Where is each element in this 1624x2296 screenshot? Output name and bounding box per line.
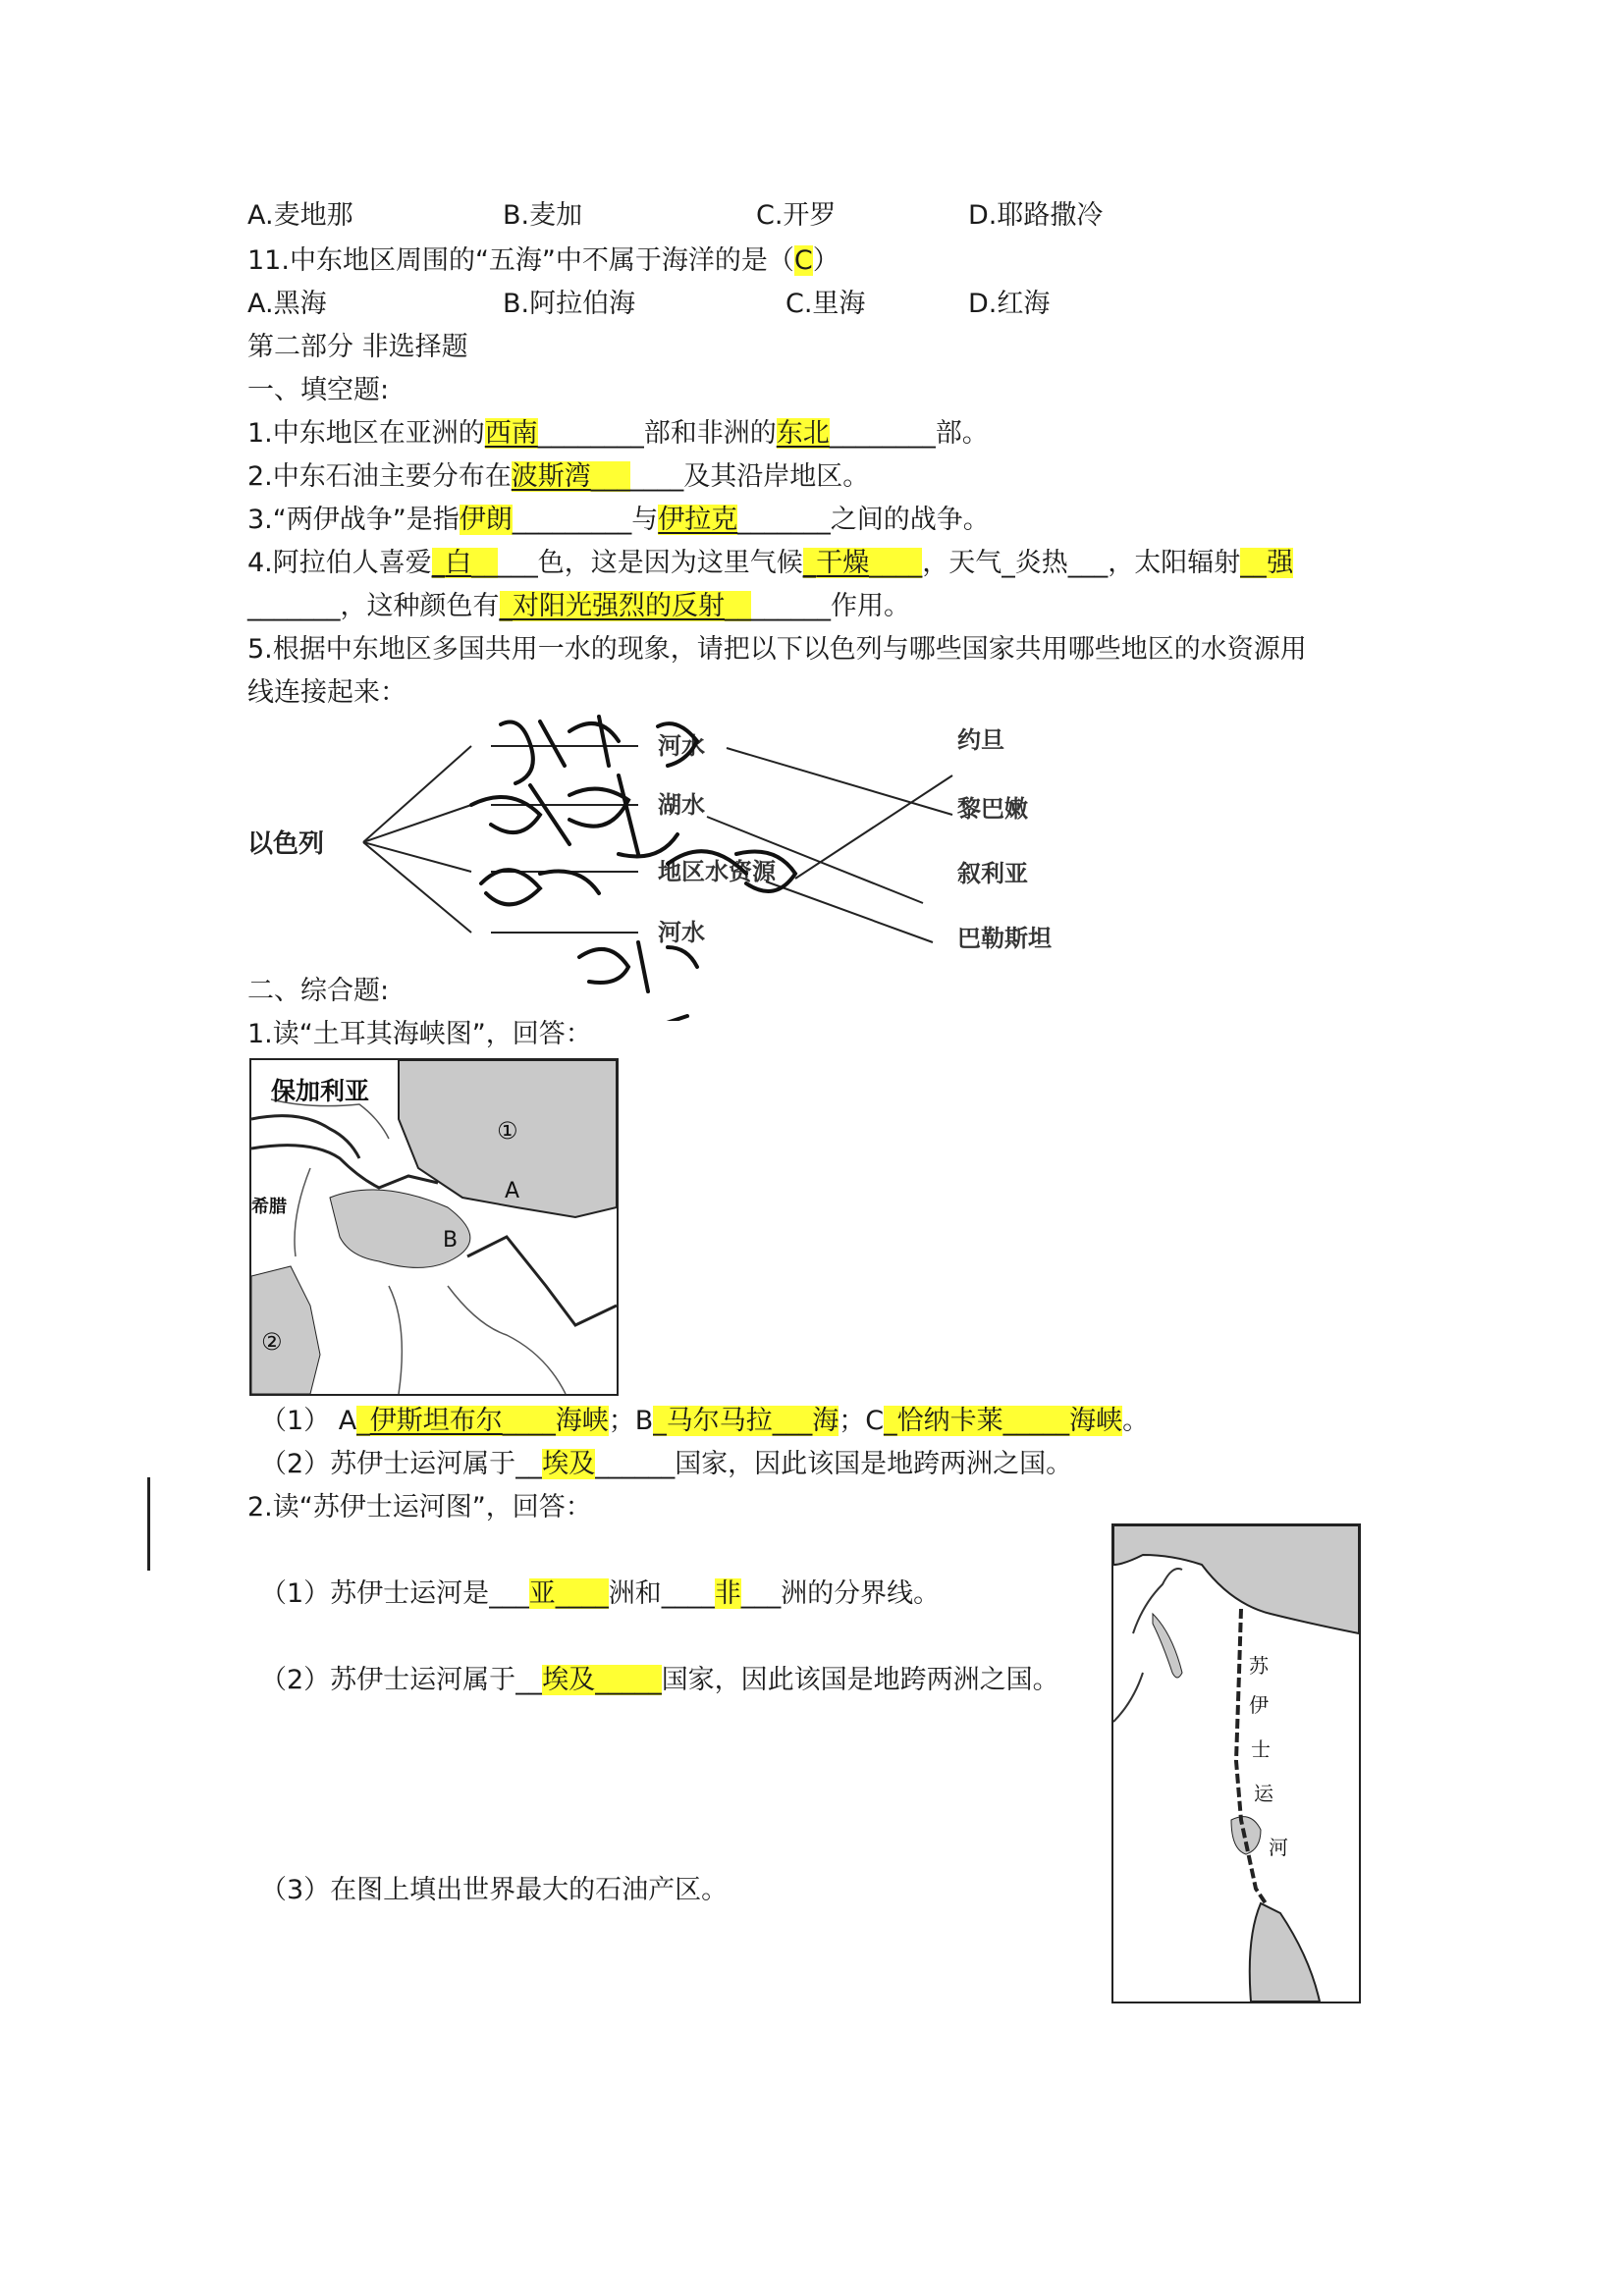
fill-q4: 4.阿拉伯人喜爱_白_____色，这是因为这里气候_干燥____，天气_炎热___，太阳辐射__强 (247, 548, 1294, 578)
q10-option-b: B.麦加 (503, 200, 583, 231)
q11-option-d: D.红海 (968, 289, 1051, 319)
fill-q4-cont: _______，这种颜色有_对阳光强烈的反射________作用。 (247, 591, 910, 621)
part2-title: 第二部分 非选择题 (247, 332, 468, 362)
c2-q1: （1）苏伊士运河是___亚____洲和____非___洲的分界线。 (260, 1578, 941, 1609)
q10-option-d: D.耶路撒冷 (968, 200, 1104, 231)
c2-title: 2.读“苏伊士运河图”，回答： (247, 1492, 592, 1522)
map1-label-1: ① (497, 1117, 518, 1145)
map1-label-bulgaria: 保加利亚 (271, 1077, 370, 1105)
map2-label-yun: 运 (1254, 1782, 1273, 1805)
section1-title: 一、填空题: (247, 375, 390, 405)
map1-label-greece: 希腊 (251, 1197, 287, 1217)
q11-answer: C (793, 245, 813, 276)
c1-q2-answer: 埃及 (542, 1449, 596, 1479)
fill-q3-answer-2: 伊拉克 (658, 505, 738, 535)
fill-q2-answer: 波斯湾 (511, 461, 591, 492)
c1-q1-answer-3: 恰纳卡莱 (896, 1406, 1003, 1436)
c1-q1: （1） A_伊斯坦布尔____海峡；B_马尔马拉___海；C_恰纳卡莱_____海峡。 (260, 1406, 1150, 1436)
diagram-right-2: 黎巴嫩 (957, 795, 1028, 823)
diagram-left-4: 河水 (658, 919, 705, 946)
fill-q3: 3.“两伊战争”是指伊朗_________与伊拉克_______之间的战争。 (247, 505, 990, 535)
c2-q2: （2）苏伊士运河属于__埃及_____国家，因此该国是地跨两洲之国。 (260, 1665, 1059, 1695)
fill-q2: 2.中东石油主要分布在波斯湾_______及其沿岸地区。 (247, 461, 870, 492)
c2-q3: （3）在图上填出世界最大的石油产区。 (260, 1875, 729, 1905)
map2-label-shi: 士 (1251, 1737, 1271, 1761)
q11-option-b: B.阿拉伯海 (503, 289, 636, 319)
map2-label-yi: 伊 (1249, 1693, 1269, 1717)
map1-label-2: ② (261, 1328, 283, 1356)
c1-q1-answer-1: 伊斯坦布尔 (369, 1406, 503, 1436)
diagram-left-1: 河水 (658, 732, 705, 760)
diagram-left-2: 湖水 (658, 791, 705, 819)
c1-q1-answer-2: 马尔马拉 (666, 1406, 773, 1436)
section2-title: 二、综合题: (247, 976, 390, 1006)
diagram-left-3: 地区水资源 (658, 858, 776, 885)
fill-q5-line1: 5.根据中东地区多国共用一水的现象，请把以下以色列与哪些国家共用哪些地区的水资源用 (247, 634, 1307, 665)
suez-canal-map (1111, 1523, 1361, 2003)
fill-q4-answer-2: 干燥 (816, 548, 870, 578)
q11-option-c: C.里海 (785, 289, 866, 319)
fill-q1-answer-1: 西南 (484, 418, 538, 449)
turkish-straits-map (249, 1058, 619, 1396)
fill-q4-answer-5: 对阳光强烈的反射 (513, 591, 725, 621)
c2-q1-answer-2: 非 (714, 1578, 741, 1609)
c1-q2: （2）苏伊士运河属于__埃及______国家，因此该国是地跨两洲之国。 (260, 1449, 1073, 1479)
fill-q5-line2: 线连接起来： (247, 677, 406, 708)
diagram-right-3: 叙利亚 (957, 860, 1028, 887)
fill-q1: 1.中东地区在亚洲的西南________部和非洲的东北________部。 (247, 418, 989, 449)
fill-q4-answer-1: 白 (445, 548, 472, 578)
fill-q4-answer-3: 炎热 (1014, 548, 1068, 578)
c1-title: 1.读“土耳其海峡图”，回答： (247, 1019, 592, 1049)
map2-label-he: 河 (1269, 1836, 1288, 1859)
map2-label-su: 苏 (1249, 1654, 1269, 1678)
q11-option-a: A.黑海 (247, 289, 327, 319)
c2-q2-answer: 埃及 (542, 1665, 596, 1695)
map1-label-B: B (443, 1228, 459, 1253)
q10-option-c: C.开罗 (756, 200, 837, 231)
fill-q1-answer-2: 东北 (776, 418, 830, 449)
fill-q3-answer-1: 伊朗 (459, 505, 513, 535)
diagram-root: 以色列 (247, 829, 325, 859)
diagram-right-1: 约旦 (957, 726, 1004, 754)
diagram-right-4: 巴勒斯坦 (957, 925, 1052, 952)
c2-q1-answer-1: 亚 (528, 1578, 556, 1609)
fill-q4-answer-4: 强 (1267, 548, 1294, 578)
map1-label-A: A (505, 1179, 520, 1203)
q10-option-a: A.麦地那 (247, 200, 353, 231)
margin-mark (147, 1477, 150, 1571)
q11-stem: 11.中东地区周围的“五海”中不属于海洋的是（C） (247, 245, 839, 276)
